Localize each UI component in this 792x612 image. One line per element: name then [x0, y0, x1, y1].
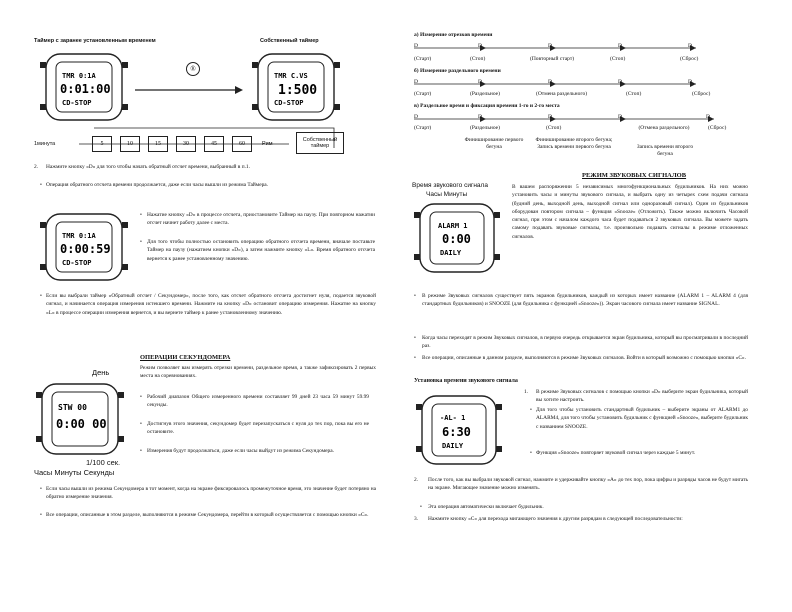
- s4-item-3: Функция «Snooze» повторяет звуковой сигнал через каждые 5 минут.: [536, 450, 696, 456]
- s4-item-2: Для того чтобы установить стандартный будильник – выберите экраны от ALARM1 до ALARM4, для того чтобы установить будильник с функцией «Snooze», выберите будильник с названием SNOOZE.: [536, 407, 748, 430]
- bullet-dot: •: [140, 448, 142, 454]
- s4-num-3: 3.: [414, 516, 419, 522]
- s4-bullet: Эта операция автоматически включает будильник.: [428, 504, 544, 510]
- watch4-line1: STW 00: [58, 403, 87, 412]
- sec-b-title: б) Измерение раздельного времени: [414, 68, 501, 74]
- sec-a-title: а) Измерение отрезков времени: [414, 32, 493, 38]
- bullet-dot: •: [420, 504, 422, 510]
- sw-bullet-3: Измерения будут продолжаться, даже если часы выйдут из режима Секундомера.: [147, 448, 334, 454]
- bullet-dot: •: [40, 293, 42, 299]
- b3-item-2: Когда часы переходят в режим Звуковых сигналов, в первую очередь открывается экран будильника, который вы просматривали в последний раз.: [422, 335, 748, 350]
- watch6-line3: DAILY: [442, 442, 464, 450]
- bullet-dot: •: [140, 239, 142, 245]
- sec-a-label-4: (Стоп): [610, 56, 626, 62]
- sec-b-btn-1: D: [414, 79, 418, 85]
- section-alarm-text: В вашем распоряжении 5 независимых многофункциональных будильников. На них можно установить часы и минуты звукового сигнала, и выбрать одну из четырех схем подачи сигнала (будний день, выходной день, выходной сигнал или одноразовый сигнал). Один из будильников оборудован повтором сигнала – функция «Snooze» (Отложить). Также можно включить Часовой сигнал, при этом с началом каждого часа будет подаваться 2 звуковых сигнала. Вы можете задать самому подавать звуковые сигналы, т.е. произвольно подавать сигналы в режиме отложенных сигналов.: [512, 184, 748, 240]
- watch-face-alarm: [414, 198, 500, 278]
- watch-face-alarm-set: [414, 390, 504, 470]
- sec-a-btn-4: D: [618, 43, 622, 49]
- section-stopwatch-intro: Режим позволяет вам измерять отрезки времени, раздельное время, а также зафиксировать 2 первых места на соревнованиях.: [140, 365, 376, 380]
- watch2-line3: CD-STOP: [274, 99, 304, 107]
- watch4-line2: 0:00 00: [56, 417, 107, 431]
- watch1-line1: TMR 0:1A: [62, 72, 96, 80]
- sec-a-label-3: (Повторный старт): [530, 56, 575, 62]
- watch5-line3: DAILY: [440, 249, 462, 257]
- sec-a-btn-5: D: [688, 43, 692, 49]
- bullet-dot: •: [40, 182, 42, 188]
- timeline-step-6: 60: [232, 136, 252, 152]
- watch6-line1: -AL- 1: [440, 414, 466, 422]
- sec-b-label-5: (Сброс): [692, 91, 711, 97]
- timeline-start: 1минута: [34, 141, 56, 147]
- bullet-dot: •: [530, 450, 532, 456]
- bullet-dot: •: [40, 512, 42, 518]
- sec-b-label-1: (Старт): [414, 91, 432, 97]
- bullet-dot: •: [40, 486, 42, 492]
- sub-bullet-1: Нажатие кнопку «D» в процессе отсчета, приостановите Таймер на паузу. При повторном нажатии отсчет начнет работу далее с места.: [147, 212, 375, 227]
- section-stopwatch-title: ОПЕРАЦИИ СЕКУНДОМЕРА: [140, 354, 231, 361]
- sec-c-btn-4: D: [618, 114, 622, 120]
- sub-bullet-2: Для того чтобы полностью остановить операцию обратного отсчета времени, вначале поставьте Таймер на паузу (нажатием кнопки «D»), а затем нажмите кнопку «L». Время обратного отсчета вернется к ранее установленному значению.: [147, 239, 375, 262]
- timeline-step-1: 5: [92, 136, 112, 152]
- timeline-step-3: 15: [148, 136, 168, 152]
- watch3-line2: 0:00:59: [60, 242, 111, 256]
- watch3-line3: CD-STOP: [62, 259, 92, 267]
- sec-b-label-2: (Раздельное): [470, 91, 500, 97]
- watch2-line1: TMR C.VS: [274, 72, 308, 80]
- sec-c-btn-2: D: [478, 114, 482, 120]
- section-alarm-set-title: Установка времени звукового сигнала: [414, 378, 518, 384]
- sec-c-label-3: (Стоп): [546, 125, 562, 131]
- timeline-step-2: 10: [120, 136, 140, 152]
- sec-b-btn-3: D: [548, 79, 552, 85]
- bullet1-text: Операция обратного отсчета времени продолжается, даже если часы вышли из режима Таймера.: [46, 182, 269, 188]
- s4-step-2: После того, как вы выбрали звуковой сигнал, нажмите и удерживайте кнопку «A» до тех пор, пока цифры и разряды часов не будут мигать на экране. Мигающее значение можно изменять.: [428, 477, 748, 492]
- s4-num-2: 2.: [414, 477, 419, 483]
- s4-step-3: Нажмите кнопку «С» для перехода мигающего значения к другим разрядам в следующей последовательности:: [428, 516, 683, 522]
- b3-item-1: В режиме Звуковых сигналов существует пять экранов будильников, каждый из которых имеет название (ALARM 1 – ALARM 4 (для стандартных будильников) и SNOOZE (для будильника с функцией «Snooze»)). Экран часового сигнала имеет название SIGNAL.: [422, 293, 748, 308]
- sec-b-btn-5: D: [688, 79, 692, 85]
- caption-preset-timer: Таймер с заранее установленным временем: [34, 38, 156, 44]
- watch6-line2: 6:30: [442, 425, 471, 439]
- label-hms: Часы Минуты Секунды: [34, 468, 115, 477]
- sec-c-btn-3: D: [548, 114, 552, 120]
- bullet-dot: •: [414, 355, 416, 361]
- watch5-line2: 0:00: [442, 232, 471, 246]
- sec-a-btn-3: D: [548, 43, 552, 49]
- sec-c-label-2: (Раздельное): [470, 125, 500, 131]
- watch-face-own: [252, 48, 340, 126]
- sec-c-label-5: (Сброс): [708, 125, 727, 131]
- sw-bullet-2: Достигнув этого значения, секундомер будет перезапускаться с нуля до тех пор, пока вы его не остановите.: [147, 421, 369, 436]
- bullet4-text: Все операции, описанные в этом разделе, выполняются в режиме Секундомера, перейти в который осуществляется с помощью кнопки «С».: [46, 512, 369, 518]
- sec-a-label-2: (Стоп): [470, 56, 486, 62]
- b3-item-3: Все операции, описанные в данном разделе, выполняются в режиме Звуковых сигналов. Войти в который возможно с помощью кнопки «С».: [422, 355, 746, 361]
- watch1-line3: CD-STOP: [62, 99, 92, 107]
- watch1-line2: 0:01:00: [60, 82, 111, 96]
- alarm-caption: Время звукового сигнала: [412, 182, 488, 189]
- label-day: День: [92, 368, 110, 377]
- watch-face-preset: [40, 48, 128, 126]
- section-alarm-title: РЕЖИМ ЗВУКОВЫХ СИГНАЛОВ: [582, 172, 687, 179]
- sw-bullet-1: Рабочий диапазон Общего измеренного времени составляет 99 дней 23 часа 59 минут 59.99 секунды.: [147, 394, 369, 409]
- item2-text: Нажмите кнопку «D» для того чтобы начать обратный отсчет времени, выбранный в п.1.: [46, 164, 250, 170]
- sec-a-label-1: (Старт): [414, 56, 432, 62]
- sec-c-btn-5: D: [706, 114, 710, 120]
- bullet-dot: •: [414, 335, 416, 341]
- sec-c-btn-1: D: [414, 114, 418, 120]
- bullet-dot: •: [140, 212, 142, 218]
- bullet-dot: •: [140, 394, 142, 400]
- watch2-line2: 1:500: [278, 83, 318, 98]
- sec-c-arrow: [414, 113, 734, 125]
- sec-a-arrow: [414, 42, 714, 54]
- sec-b-arrow: [414, 78, 714, 90]
- timeline-step-4: 30: [176, 136, 196, 152]
- sec-c-sub-1: Финиширование первого бегуна: [464, 137, 524, 150]
- timeline-own-timer: Собственный таймер: [296, 132, 344, 154]
- s4-item-1: В режиме Звуковых сигналов с помощью кнопки «D» выберите экран будильника, который вы хотите настроить.: [536, 389, 748, 404]
- bullet2-text: Если вы выбрали таймер «Обратный отсчет / Секундомер», после того, как отсчет обратного отсчета достигнет нуля, подается звуковой сигнал, и начинается операция измерения истекшего времени. Нажмите на кнопку «D» остановит операцию измерения. Нажатие на кнопку «L» в процессе операции измерения вернется, и вы вернете таймер к ранее установленному значению.: [46, 293, 376, 316]
- sec-a-label-5: (Сброс): [680, 56, 699, 62]
- sec-a-btn-1: D: [414, 43, 418, 49]
- sec-c-sub-2: Финиширование второго бегуна; Запись времени первого бегуна: [535, 137, 613, 150]
- sec-b-label-4: (Стоп): [626, 91, 642, 97]
- watch-face-stopwatch: [34, 378, 126, 462]
- button-marker-circle: ®: [186, 62, 200, 76]
- bullet3-text: Если часы вышли из режима Секундомера в тот момент, когда на экране фиксировалось промежуточное время, это значение будет потеряно на обратно измерение значения.: [46, 486, 376, 501]
- label-hundredths: 1/100 сек.: [86, 458, 121, 467]
- bullet-dot: •: [414, 293, 416, 299]
- sec-c-sub-3: Запись времени второго бегуна: [636, 144, 694, 157]
- watch5-line1: ALARM 1: [438, 222, 468, 230]
- bullet-dot: •: [140, 421, 142, 427]
- sec-b-btn-2: D: [478, 79, 482, 85]
- watch-face-countdown: [40, 208, 128, 286]
- sec-c-title: в) Раздельное время и фиксация времени 1-го и 2-го места: [414, 103, 560, 109]
- arrow-right: [135, 84, 245, 96]
- alarm-sub: Часы Минуты: [426, 191, 468, 198]
- watch3-line1: TMR 0:1A: [62, 232, 96, 240]
- sec-c-label-1: (Старт): [414, 125, 432, 131]
- sec-b-label-3: (Отмена раздельного): [536, 91, 588, 97]
- sec-b-btn-4: D: [618, 79, 622, 85]
- item2-number: 2.: [34, 164, 39, 170]
- caption-own-timer: Собственный таймер: [260, 38, 319, 44]
- sec-a-btn-2: D: [478, 43, 482, 49]
- timeline-end-label: Рим: [262, 141, 273, 147]
- s4-num-1: 1.: [524, 389, 529, 395]
- bullet-dot: •: [530, 407, 532, 413]
- sec-c-label-4: (Отмена раздельного): [638, 125, 690, 131]
- timeline-step-5: 45: [204, 136, 224, 152]
